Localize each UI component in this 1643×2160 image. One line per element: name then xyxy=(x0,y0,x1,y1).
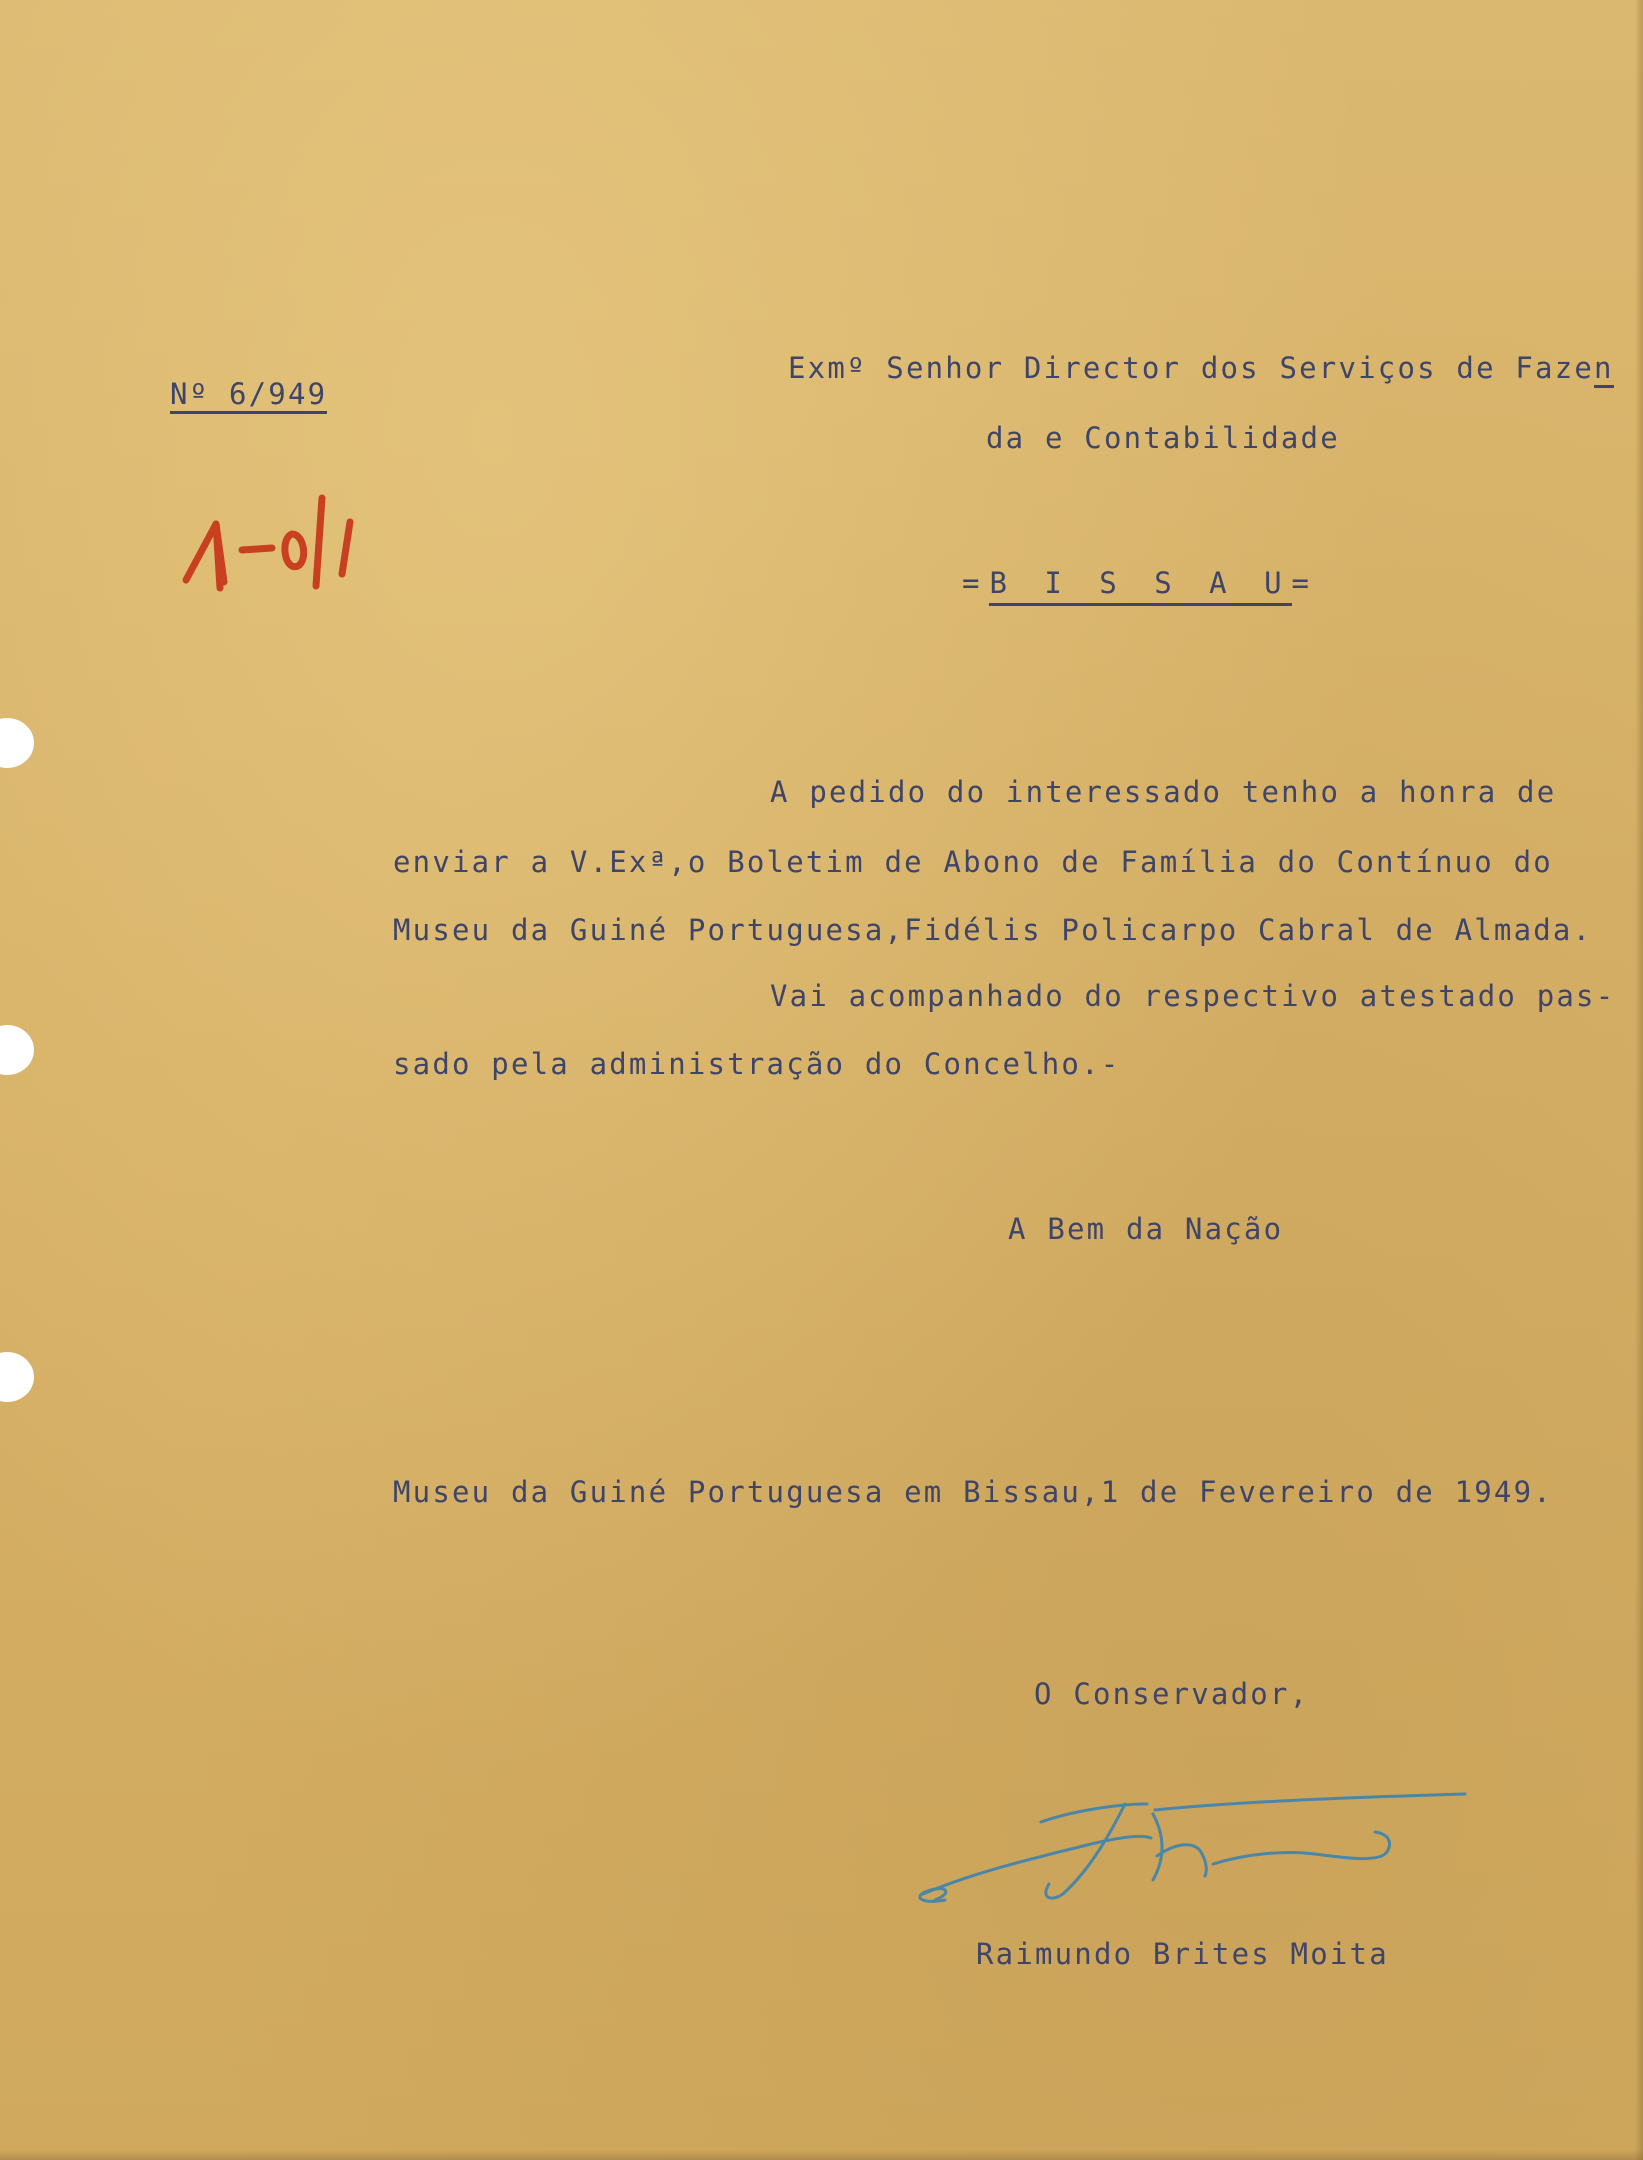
punch-hole xyxy=(0,1352,34,1402)
salutation: A Bem da Nação xyxy=(1008,1212,1284,1246)
city-suffix: = xyxy=(1291,566,1319,600)
punch-hole xyxy=(0,1025,34,1075)
body-line: sado pela administração do Concelho.- xyxy=(393,1047,1121,1081)
place-and-date: Museu da Guiné Portuguesa em Bissau,1 de Fevereiro de 1949. xyxy=(393,1475,1553,1509)
page-edge-shadow xyxy=(1635,0,1643,2160)
punch-hole xyxy=(0,718,34,768)
body-line: enviar a V.Exª,o Boletim de Abono de Família do Contínuo do xyxy=(393,845,1553,879)
city-prefix: = xyxy=(962,566,990,600)
addressee-hyphen-letter: n xyxy=(1594,351,1614,388)
addressee-line-1 xyxy=(788,351,1614,385)
signatory-name: Raimundo Brites Moita xyxy=(976,1937,1389,1971)
page-edge-shadow xyxy=(0,2150,1643,2160)
addressee-text: Exmº Senhor Director dos Serviços de Faze xyxy=(788,351,1595,385)
body-line: Museu da Guiné Portuguesa,Fidélis Policarpo Cabral de Almada. xyxy=(393,913,1593,947)
reference-number: Nº 6/949 xyxy=(170,380,327,414)
body-line: Vai acompanhado do respectivo atestado pas- xyxy=(770,979,1616,1013)
addressee-line-2: da e Contabilidade xyxy=(986,421,1340,455)
body-line: A pedido do interessado tenho a honra de xyxy=(770,775,1557,809)
red-pencil-annotation xyxy=(180,488,380,598)
city-heading xyxy=(962,566,1319,600)
signatory-title: O Conservador, xyxy=(1034,1677,1310,1711)
handwritten-signature xyxy=(915,1780,1475,1910)
city-name: B I S S A U xyxy=(989,566,1291,606)
